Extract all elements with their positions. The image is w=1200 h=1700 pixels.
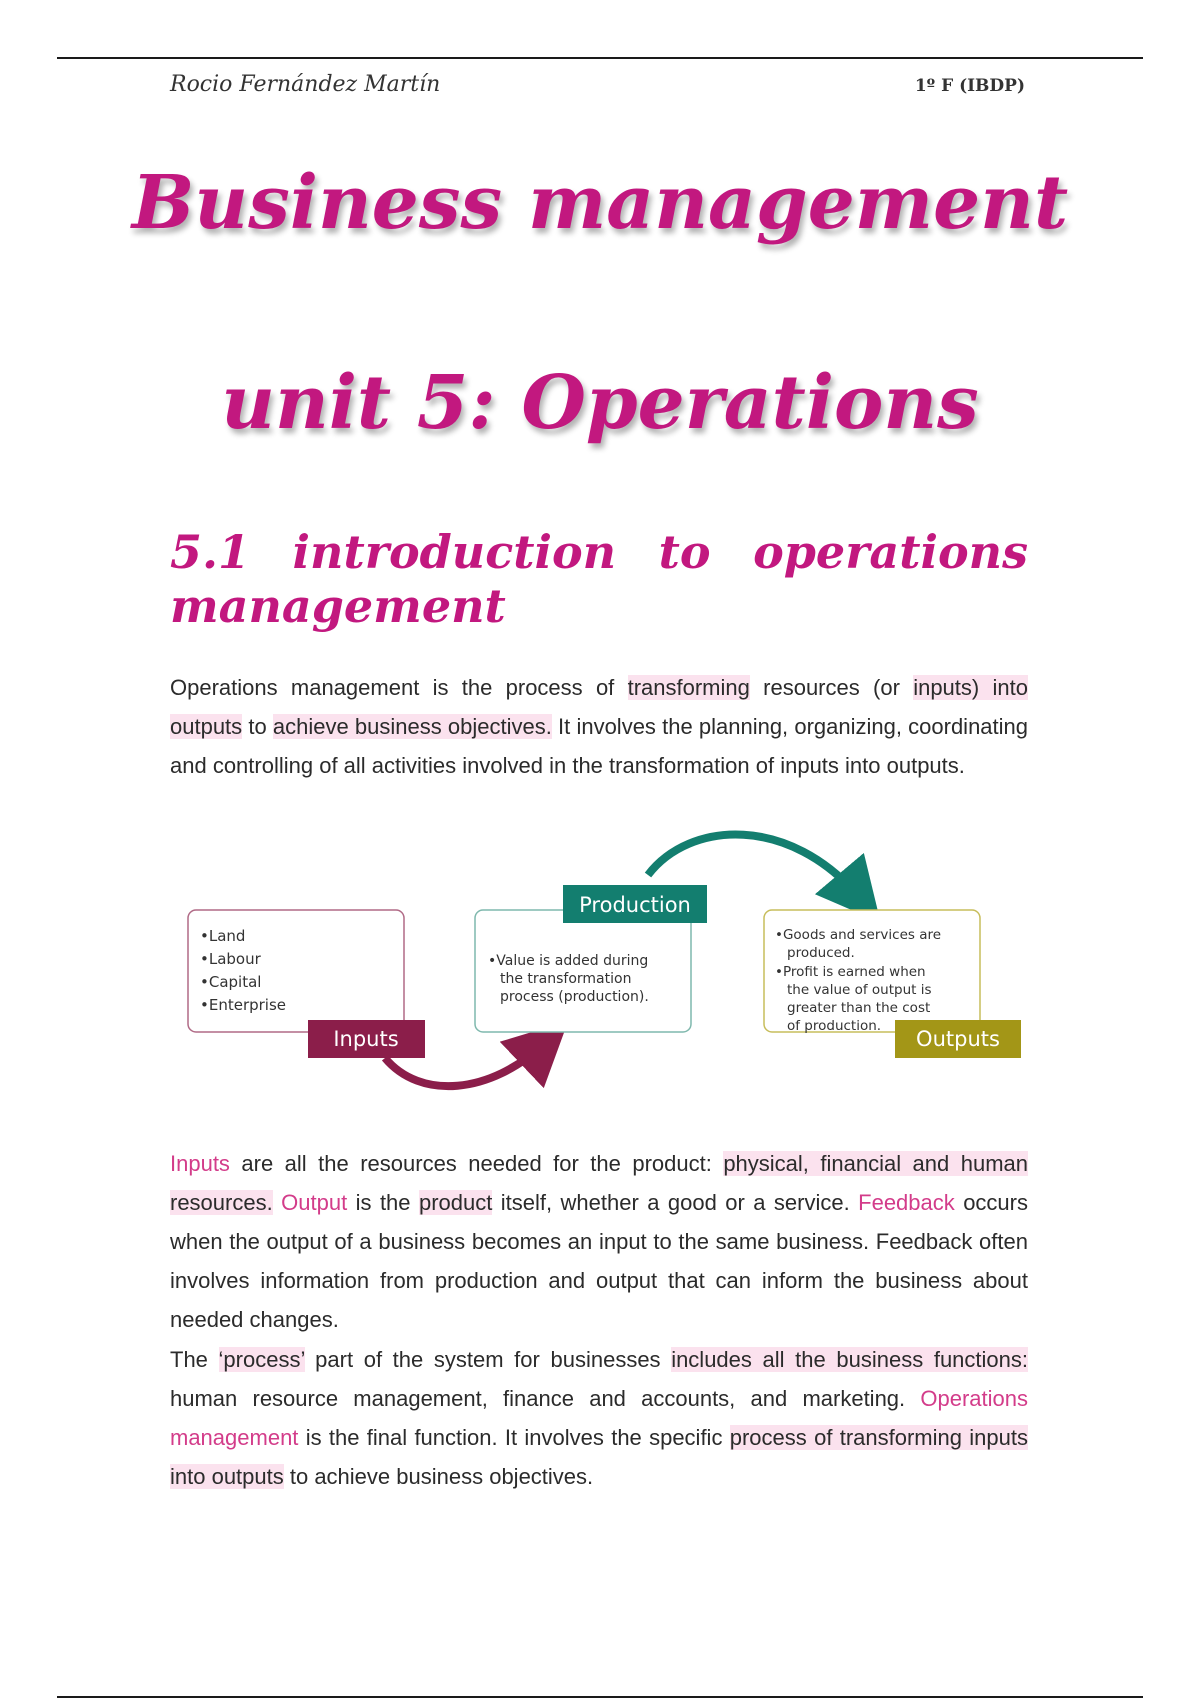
section-word: introduction [292, 525, 617, 579]
inputs-item: •Capital [200, 973, 262, 991]
text-run: Operations management is the process of [170, 675, 628, 700]
operations-diagram [170, 815, 1028, 1100]
highlight: transforming [627, 675, 750, 700]
top-rule [57, 57, 1143, 59]
section-word: to [658, 525, 711, 579]
course-label: 1º F (IBDP) [914, 76, 1025, 96]
text-run: to [242, 714, 273, 739]
text-run: itself, whether a good or a service. [492, 1190, 859, 1215]
text-run: part of the system for businesses [304, 1347, 672, 1372]
process-paragraph [170, 1340, 1028, 1496]
highlight: inputs) into outputs [170, 675, 1028, 739]
text-run: It involves the planning, organizing, coordinating and controlling of all activities involved in the transformation of inputs into outputs. [170, 714, 1029, 778]
text-run: human resource management, finance and accounts, and marketing. [170, 1386, 921, 1411]
section-word: operations [753, 525, 1028, 579]
outputs-line: greater than the cost [787, 1000, 931, 1016]
text-run: are all the resources needed for the product: [229, 1151, 724, 1176]
inputs-item: •Land [200, 927, 246, 945]
section-heading [170, 525, 1028, 633]
keyword: Feedback [858, 1190, 955, 1215]
outputs-line: the value of output is [787, 982, 932, 998]
text-run: The [170, 1347, 219, 1372]
text-run: is the final function. It involves the specific [298, 1425, 730, 1450]
outputs-label: Outputs [916, 1027, 1000, 1051]
unit-title: unit 5: Operations [221, 360, 979, 446]
inputs-item: •Labour [200, 950, 261, 968]
text-run: occurs when the output of a business becomes an input to the same business. Feedback often involves information from production and output that can inform the business about needed changes. [170, 1190, 1028, 1332]
text-run: to achieve business objectives. [283, 1464, 594, 1489]
inputs-label: Inputs [333, 1027, 399, 1051]
outputs-line: produced. [787, 945, 855, 961]
highlight: product [418, 1190, 493, 1215]
highlight: includes all the business functions: [671, 1347, 1028, 1372]
author-name: Rocio Fernández Martín [170, 72, 441, 97]
inputs-outputs-paragraph [170, 1144, 1028, 1339]
production-label: Production [579, 893, 691, 917]
outputs-line: •Goods and services are [775, 927, 942, 943]
highlight: physical, financial and human resources. [170, 1151, 1029, 1215]
intro-paragraph [170, 668, 1028, 785]
keyword: Inputs [170, 1151, 230, 1176]
diagram-svg [170, 815, 1028, 1100]
text-run: is the [347, 1190, 419, 1215]
production-line: the transformation [500, 971, 632, 987]
production-line: process (production). [500, 989, 649, 1005]
keyword: Operations management [170, 1386, 1028, 1450]
production-line: •Value is added during [488, 953, 649, 969]
bottom-rule [57, 1696, 1143, 1698]
outputs-line: •Profit is earned when [775, 964, 926, 980]
highlight: process of transforming inputs into outputs [170, 1425, 1028, 1489]
document-title: Business management [131, 160, 1069, 246]
highlight: achieve business objectives. [272, 714, 552, 739]
keyword: Output [281, 1190, 348, 1215]
section-word: management [170, 579, 506, 633]
section-number: 5.1 [170, 525, 251, 579]
outputs-line: of production. [787, 1018, 882, 1034]
inputs-item: •Enterprise [200, 996, 287, 1014]
text-run: resources (or [749, 675, 914, 700]
highlight: ‘process’ [218, 1347, 305, 1372]
